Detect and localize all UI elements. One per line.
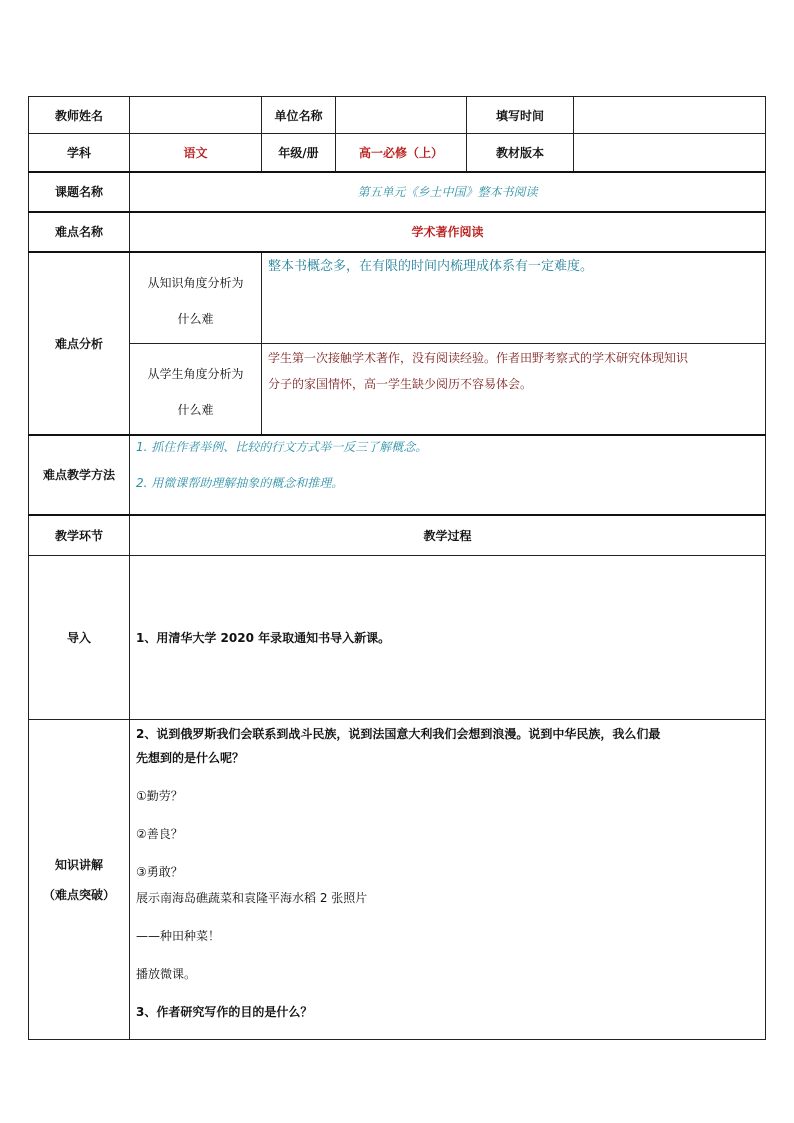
question-2-line2: 先想到的是什么呢？ — [136, 751, 245, 765]
student-angle-line2: 什么难 — [177, 402, 214, 417]
grade-value: 高一必修（上） — [336, 134, 467, 172]
row-analysis-student — [29, 343, 766, 435]
knowledge-angle-line2: 什么难 — [177, 311, 214, 326]
teacher-value[interactable] — [130, 97, 262, 134]
knowledge-angle-cell — [130, 252, 262, 344]
answer-text: ——种田种菜！ — [136, 929, 221, 943]
difficulty-value: 学术著作阅读 — [130, 212, 766, 252]
methods-label: 难点教学方法 — [29, 435, 130, 515]
row-methods — [29, 435, 766, 515]
option-3: ③勇敢？ — [136, 865, 183, 879]
edition-value[interactable] — [574, 134, 766, 172]
method-item-1: 1. 抓住作者举例、比较的行文方式举一反三了解概念。 — [136, 439, 428, 454]
row-topic — [29, 172, 766, 212]
row-subject — [29, 134, 766, 172]
topic-value: 第五单元《乡土中国》整本书阅读 — [130, 172, 766, 212]
knowledge-angle-text: 整本书概念多，在有限的时间内梳理成体系有一定难度。 — [268, 258, 594, 274]
knowledge-angle-line1: 从知识角度分析为 — [147, 275, 244, 290]
topic-label: 课题名称 — [29, 172, 130, 212]
photos-note: 展示南海岛礁蔬菜和袁隆平海水稻 2 张照片 — [136, 891, 368, 905]
intro-label: 导入 — [29, 556, 130, 720]
row-knowledge — [29, 720, 766, 1040]
student-angle-cell — [130, 343, 262, 435]
knowledge-content — [130, 720, 766, 1040]
option-2: ②善良？ — [136, 827, 183, 841]
lesson-plan-table — [28, 96, 766, 1040]
date-value[interactable] — [574, 97, 766, 134]
methods-cell — [130, 435, 766, 515]
process-header: 教学过程 — [130, 515, 766, 556]
step-header: 教学环节 — [29, 515, 130, 556]
subject-value: 语文 — [130, 134, 262, 172]
student-angle-text-line2: 分子的家国情怀，高一学生缺少阅历不容易体会。 — [268, 376, 533, 391]
knowledge-sublabel: （难点突破） — [42, 887, 115, 902]
grade-label: 年级/册 — [262, 134, 336, 172]
teacher-label: 教师姓名 — [29, 97, 130, 134]
knowledge-label-cell — [29, 720, 130, 1040]
date-label: 填写时间 — [467, 97, 574, 134]
knowledge-label: 知识讲解 — [54, 857, 103, 872]
row-difficulty — [29, 212, 766, 252]
student-angle-text-cell — [262, 343, 766, 435]
row-intro — [29, 556, 766, 720]
option-1: ①勤劳？ — [136, 789, 183, 803]
knowledge-angle-text-cell — [262, 252, 766, 344]
intro-text: 1、用清华大学 2020 年录取通知书导入新课。 — [130, 556, 766, 720]
row-analysis-knowledge — [29, 252, 766, 344]
unit-label: 单位名称 — [262, 97, 336, 134]
difficulty-label: 难点名称 — [29, 212, 130, 252]
row-teacher — [29, 97, 766, 134]
row-process-header — [29, 515, 766, 556]
student-angle-text-line1: 学生第一次接触学术著作，没有阅读经验。作者田野考察式的学术研究体现知识 — [268, 350, 689, 365]
analysis-label: 难点分析 — [29, 252, 130, 435]
subject-label: 学科 — [29, 134, 130, 172]
unit-value[interactable] — [336, 97, 467, 134]
edition-label: 教材版本 — [467, 134, 574, 172]
micro-lesson-note: 播放微课。 — [136, 967, 197, 981]
method-item-2: 2. 用微课帮助理解抽象的概念和推理。 — [136, 475, 344, 490]
student-angle-line1: 从学生角度分析为 — [147, 366, 244, 381]
question-3: 3、作者研究写作的目的是什么？ — [136, 1005, 313, 1019]
question-2-line1: 2、说到俄罗斯我们会联系到战斗民族，说到法国意大利我们会想到浪漫。说到中华民族，我么们最 — [136, 727, 661, 741]
